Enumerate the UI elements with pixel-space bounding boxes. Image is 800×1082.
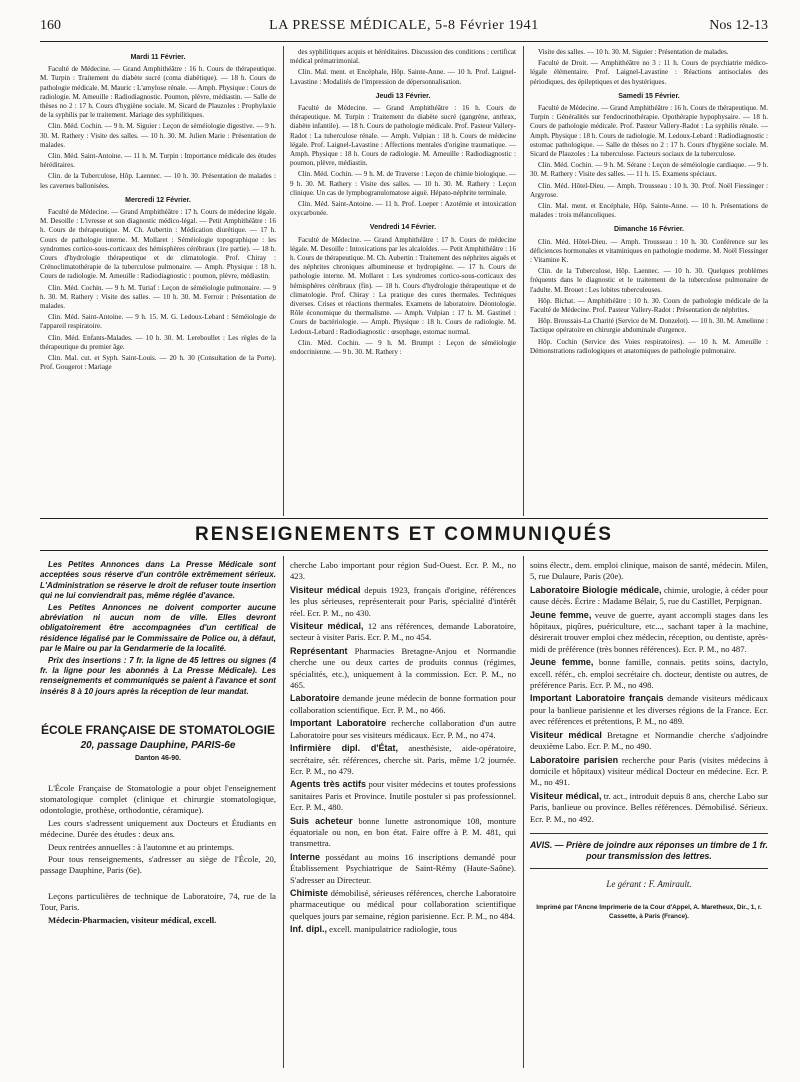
ad-title: Suis acheteur (290, 815, 353, 826)
column-divider (283, 556, 284, 1068)
agenda-entry: Clin. Méd. Hôtel-Dieu. — Amph. Trousseau : 10 h. 30. Prof. Noël Fiessinger : Argyrose. (530, 181, 768, 199)
ad-text: cherche Labo important pour région Sud-Ouest. Ecr. P. M., no 423. (290, 560, 516, 582)
column-divider (283, 46, 284, 516)
ad-text: pour visiter médecins et toutes professions sanitaires Paris et Province. Inutile postuler si pas professionnel. Ecr. P. M., 480. (290, 779, 516, 813)
ad-text: Pharmacies Bretagne-Anjou et Normandie cherche une ou deux cartes de produits connus (régimes, spécialités, etc.), uniquement à la commission. Ecr. P. M., no 465. (290, 645, 516, 691)
ad-title: Laboratoire parisien (530, 754, 619, 765)
agenda-entry: Clin. Méd. Cochin. — 9 h. M. Brumpt : Leçon de séméiologie endocrinienne. — 9 h. 30. M. Rathery : (290, 338, 516, 357)
agenda-entry: Clin. de la Tuberculose, Hôp. Laennec. — 10 h. 30. Présentation de malades : les cavernes ballonisées. (40, 172, 276, 190)
classified-ad (530, 560, 768, 583)
classified-ad (290, 779, 516, 813)
agenda-entry: Clin. Méd. Cochin. — 9 h. M. Siguier : Leçon de séméiologie digestive. — 9 h. 30. M. Rathery : Visite des salles. — 10 h. 30. M. Julien Marie : Présentation de malades. (40, 122, 276, 149)
ad-text: anesthésiste, aide-opératoire, secrétaire, sér. références, cherche sit. Paris, même 1/2 journée. Ecr. P. M., no 479. (290, 743, 516, 776)
agenda-column-1 (40, 48, 276, 514)
agenda-entry: Clin. Méd. Cochin. — 9 h. M. Sérane : Leçon de séméiologie cardiaque. — 9 h. 30. M. Rathery : Visite des salles. — 11 h. 15. Examens spéciaux. (530, 161, 768, 179)
ad-text: demande jeune médecin de bonne formation pour collaboration scientifique. Ecr. P. M., no 466. (290, 693, 516, 715)
ecole-paragraph: Les cours s'adressent uniquement aux Docteurs et Étudiants en médecine. Durée des études : deux ans. (40, 817, 276, 840)
ad-text: 12 ans références, demande Laboratoire, secteur à visiter Paris. Ecr. P. M., no 454. (290, 621, 516, 643)
classified-ad (530, 693, 768, 727)
agenda-entry: Clin. Méd. Saint-Antoine. — 11 h. M. Turpin : Importance médicale des études héréditaires. (40, 152, 276, 170)
gerant-line: Le gérant : F. Amirault. (606, 878, 692, 889)
ecole-paragraph: Deux rentrées annuelles : à l'automne et au printemps. (48, 841, 235, 852)
ad-title: Visiteur médical (530, 729, 602, 740)
agenda-entry: Visite des salles. — 10 h. 30. M. Siguier : Présentation de malades. (538, 48, 729, 56)
agenda-day-heading: Samedi 15 Février. (618, 92, 680, 100)
ad-text: recherche collaboration d'un autre Laboratoire pour ses visiteurs médicaux. Ecr. P. M., no 474. (290, 718, 516, 740)
ad-text: recherche pour Paris (visites médecins à domicile et hôpitaux) visiteur médical Docteur en médecine. Ecr. P. M., no 491. (530, 754, 768, 788)
agenda-column-2 (290, 48, 516, 514)
agenda-entry: Hôp. Bichat. — Amphithéâtre : 10 h. 30. Cours de pathologie médicale de la Faculté de Médecine. Prof. Pasteur Vallery-Radot : Présentation de néphrites. (530, 296, 768, 315)
ecole-paragraph: L'École Française de Stomatologie a pour objet l'enseignement stomatologique complet (clinique et chirurgie stomatologique, odontologie, prothèse, orthodontie, céramique). (40, 782, 276, 816)
ad-text: démobilisé, sérieuses références, cherche Laboratoire pharmaceutique ou médical pour collaboration scientifique quelques jours par semaine, région parisienne. Ecr. P. M., no 484. (290, 887, 516, 921)
ecole-description (40, 783, 276, 926)
agenda-entry: Faculté de Droit. — Amphithéâtre no 3 : 11 h. Cours de psychiatrie médico-légale élémentaire. Prof. Laignel-Lavastine : Réactions antisociales des périodiques, des épileptiques et des hystériques. (530, 59, 768, 86)
ad-text: possédant au moins 16 inscriptions demandé pour Établissement Psychiatrique de Saint-Rémy (Haute-Saône). S'adresser au Directeur. (290, 851, 516, 885)
ad-text: soins électr., dem. emploi clinique, maison de santé, médecin. Milen, 5, rue Dulaure, Paris (20e). (530, 560, 768, 582)
ad-title: Important Laboratoire (290, 718, 387, 729)
agenda-entry: Clin. Méd. Saint-Antoine. — 9 h. 15. M. G. Ledoux-Lebard : Séméiologie de l'appareil respiratoire. (40, 313, 276, 331)
agenda-entry: Faculté de Médecine. — Grand Amphithéâtre : 16 h. Cours de thérapeutique. M. Turpin : Généralités sur l'endocrinothérapie. Opothérapie hypophysaire. — 18 h. Cours de pathologie médicale. Prof. Pasteur Vallery-Radot : La syphilis rénale. — Amph. Physique : 18 h. Cours de radiologie. M. Ledoux-Lebard : Radiodiagnostic : estomac pathologique. — Salle de thèses no 2 : 17 h. Cours d'hygiène sociale. M. Sicard de Plauzoles : La tuberculose. Facteurs sociaux de la tuberculose. (530, 104, 768, 159)
classified-ad (530, 791, 768, 825)
agenda-entry: Clin. Méd. Cochin. — 9 h. M. Turiaf : Leçon de séméiologie pulmonaire. — 9 h. 30. M. Rathery : Visite des salles. — 10 h. 30. M. Ferroir : Présentation de malades. (40, 283, 276, 311)
page-header (40, 18, 768, 40)
agenda-day-heading: Dimanche 16 Février. (613, 226, 685, 234)
medecin-pharmacien-ad: Médecin-Pharmacien, visiteur médical, excell. (48, 914, 217, 925)
notice-paragraph: Les Petites Annonces ne doivent comporter aucune abréviation ni aucun nom de ville. Elles devront obligatoirement être accompagnées d'un certifical de résidence légalisé par le Commissaire de Police ou, à défaut, par le Maire ou par la Gendarmerie de la localité. (40, 602, 276, 654)
agenda-column-3 (530, 48, 768, 514)
classified-ad (290, 560, 516, 583)
ecole-address: 20, passage Dauphine, PARIS-6e (80, 739, 236, 751)
lecons-ad: Leçons particulières de technique de Laboratoire, 74, rue de la Tour, Paris. (40, 890, 276, 913)
ecole-title: ÉCOLE FRANÇAISE DE STOMATOLOGIE (40, 723, 276, 738)
agenda-entry: Clin. Mal. ment. et Encéphale, Hôp. Sainte-Anne. — 10 h. Prof. Laignel-Lavastine : Modalités de l'impression de dépersonnalisation. (290, 68, 516, 86)
agenda-day-heading: Vendredi 14 Février. (369, 224, 437, 232)
agenda-entry: Clin. de la Tuberculose, Hôp. Laennec. — 10 h. 30. Quelques problèmes fréquents dans le diagnostic et le traitement de la tuberculose pulmonaire de l'adulte. M. Brouet : Les lobites tuberculeuses. (530, 267, 768, 294)
classified-ad (290, 743, 516, 777)
column-divider (523, 46, 524, 516)
ad-title: Important Laboratoire français (530, 693, 664, 704)
ad-title: Visiteur médical (290, 584, 361, 595)
classified-ad (530, 585, 768, 608)
ad-text: bonne lunette astronomique 108, monture équatoriale ou non, en bon état. Faire offre à P. M. 481, qui transmettra. (290, 815, 516, 849)
notice-paragraph: Prix des insertions : 7 fr. la ligne de 45 lettres ou signes (4 fr. la ligne pour les abonnés à La Presse Médicale). Les renseignements et communiqués se paient à l'avance et sont insérés 8 à 10 jours après la réception de leur mandat. (40, 655, 276, 696)
agenda-entry: Clin. Méd. Hôtel-Dieu. — Amph. Trousseau : 10 h. 30. Conférence sur les déficiences hormonales et vitaminiques en pathologie moderne. M. Noël Fiessinger : Vitamine K. (530, 237, 768, 265)
ecole-paragraph: Pour tous renseignements, s'adresser au siège de l'École, 20, passage Dauphine, Paris (6e). (40, 853, 276, 876)
ad-text: tr. act., introduit depuis 8 ans, cherche Labo sur Paris, banlieue ou province. Belles références. Démobilisé. Sérieux. Ecr. P. M., no 492. (530, 790, 768, 824)
classified-ad (530, 610, 768, 656)
ad-title: Inf. dipl., (290, 924, 327, 935)
agenda-entry: Faculté de Médecine. — Grand Amphithéâtre : 17 h. Cours de médecine légale. M. Desoille : L'ivresse et son diagnostic médico-légal. — Petit Amphithéâtre : 16 h. Cours de thérapeutique. M. Ch. Aubertin : Médication diurétique. — 17 h. Cours de pathologie interne. M. Mollaret : Séméiologie topographique : les syndromes cortico-sous-corticaux des hémisphères cérébraux (1re partie). — 18 h. Cours d'hydrologie thérapeutique et de climatologie. Prof. Chiray : Crénoclimatothérapie de la tuberculose pulmonaire. — Amph. Physique : 18 h. Cours de radiologie. M. Ameuille : Radiodiagnostic : poumon, plèvre, médiastin. (40, 208, 276, 281)
classified-ad (290, 852, 516, 886)
classified-ad (530, 755, 768, 789)
ad-title: Infirmière dipl. d'État, (290, 743, 398, 754)
classified-ad (290, 924, 516, 935)
ad-text: veuve de guerre, ayant accompli stages dans les hôpitaux, piqûres, puériculture, etc..., sachant taper à la machine, désirerait trouver emploi chez médecin, réception, ou dentiste, après-midi de préférence (très bonnes références). Ecr. P. M., no 487. (530, 609, 768, 654)
agenda-day-heading: Mardi 11 Février. (130, 54, 186, 61)
ad-text: demande visiteurs médicaux pour la banlieue parisienne et les diverses régions de la France. Ecr. avec références et prétentions, P. M., no 489. (530, 693, 768, 727)
agenda-entry: Faculté de Médecine. — Grand Amphithéâtre : 17 h. Cours de médecine légale. M. Desoille : Intoxications par les alcaloïdes. — Petit Amphithéâtre : 16 h. Cours de thérapeutique. M. Ch. Aubertin : Traitement des néphrites aiguës et des néphrites chroniques albumineuse et hydropigène. — 17 h. Cours de pathologie interne. M. Mollaret : Les syndromes cortico-sous-corticaux des hémisphères cérébraux (fin). — 18 h. Cours d'hydrologie thérapeutique et de climatologie. Prof. Chiray : La pratique des cures thermales. Techniques diverses. Crises et réactions thermales. Examens de laboratoire. Déontologie. Rôle économique du thermalisme. — Amph. Vulpian : 17 h. M. Gastinel : Cours de bactériologie. — Amph. Physique : 18 h. Cours de radiologie. M. Ledoux-Lebard : Radiodiagnostic : œsophage, estomac normal. (290, 235, 516, 336)
column-divider (523, 556, 524, 1068)
agenda-entry: Faculté de Médecine. — Grand Amphithéâtre : 16 h. Cours de thérapeutique. M. Turpin : Traitement du diabète sucré (coma diabétique). — 18 h. Cours de pathologie médicale. M. Mauric : L'amylose rénale. — Amph. Physique : Cours de radiologie. M. Ameuille : Radiodiagnostic. Poumon, plèvre, médiastin. — Salle de thèses no 2 : 17 h. Cours d'hygiène sociale. M. Sicard de Plauzoles : Prophylaxie de la syphilis par le traitement. Mariage des syphilitiques. (40, 65, 276, 120)
agenda-entry: Clin. Méd. Cochin. — 9 h. M. de Traverse : Leçon de chimie biologique. — 9 h. 30. M. Rathery : Visite des salles. — 10 h. 30. M. Rathery : Leçon clinique. Un cas de lymphogranulomatose aiguë. Hépato-néphrite terminale. (290, 170, 516, 197)
classified-ad (290, 585, 516, 619)
avis-rule (530, 868, 768, 869)
ads-list (530, 560, 768, 825)
ad-title: Représentant (290, 645, 348, 656)
agenda-entry: des syphilitiques acquis et héréditaires. Discussion des conditions : certificat médical prématrimonial. (290, 48, 516, 66)
ad-title: Jeune femme, (530, 609, 592, 620)
classified-ad (290, 621, 516, 644)
ad-text: depuis 1923, français d'origine, références les plus sérieuses, représenterait pour Paris, spécialité d'intérêt réel. Ecr. P. M., no 430. (290, 584, 516, 618)
journal-title: LA PRESSE MÉDICALE, 5-8 Février 1941 (269, 18, 539, 33)
classified-ad (290, 693, 516, 716)
classified-ad (290, 888, 516, 922)
ad-title: Laboratoire (290, 693, 340, 704)
classified-ad (290, 816, 516, 850)
ad-text: Bretagne et Normandie cherche s'adjoindre deuxième Labo. Ecr. P. M., no 490. (530, 729, 768, 752)
notices-column (40, 560, 276, 1070)
ad-title: Jeune femme, (530, 657, 594, 668)
ad-title: Chimiste (290, 887, 329, 898)
ad-title: Visiteur médical, (530, 790, 602, 801)
ad-text: chimie, urologie, à céder pour cause décès. Écrire : Madame Bélair, 5, rue du Castillet, Perpignan. (530, 584, 768, 607)
ad-title: Visiteur médical, (290, 621, 364, 632)
avis-notice: AVIS. — Prière de joindre aux réponses un timbre de 1 fr. pour transmission des lettres. (530, 839, 768, 861)
section-rule (40, 550, 768, 551)
ad-text: bonne famille, connais. petits soins, dactylo, excell. référ., ch. emploi secrétaire ch. docteur, dentiste ou autres, de préférence Paris. Ecr. P. M., no 498. (530, 657, 768, 691)
agenda-entry: Hôp. Broussais-La Charité (Service de M. Donzelot). — 10 h. 30. M. Amelinne : Tactique opératoire en chirurgie abdominale d'urgence. (530, 317, 768, 335)
header-rule (40, 41, 768, 42)
ad-title: Interne (290, 851, 321, 862)
agenda-entry: Clin. Mal. ment. et Encéphale, Hôp. Sainte-Anne. — 10 h. Présentations de malades : trois mélancoliques. (530, 202, 768, 220)
section-rule (40, 518, 768, 519)
agenda-day-heading: Jeudi 13 Février. (375, 92, 431, 100)
ad-title: Laboratoire Biologie médicale, (530, 584, 662, 595)
ad-title: Agents très actifs (290, 779, 367, 790)
ad-text: excell. manipulatrice radiologie, tous (329, 924, 457, 935)
classified-ad (290, 646, 516, 692)
avis-rule (530, 833, 768, 834)
ads-column-2 (290, 560, 516, 1070)
agenda-entry: Faculté de Médecine. — Grand Amphithéâtre : 16 h. Cours de thérapeutique. M. Turpin : Traitement du diabète sucré (gangrène, anthrax, diabète infantile). — 18 h. Cours de pathologie médicale. Prof. Pasteur Vallery-Radot : La tuberculose rénale. — Amph. Vulpian : 18 h. Cours de médecine légale. Prof. Laignel-Lavastine : Affections mentales d'origine traumatique. — Amph. Physique : 18 h. Cours de radiologie. M. Ameuille : Radiodiagnostic : poumon, plèvre, médiastin. (290, 104, 516, 168)
notice-paragraph: Les Petites Annonces dans La Presse Médicale sont acceptées sous réserve d'un contrôle extrêmement sérieux. L'Administration se réserve le droit de refuser toute insertion qui ne lui conviendrait pas, même réglée d'avance. (40, 560, 276, 601)
page-number: 160 (40, 18, 61, 33)
agenda-entry: Hôp. Cochin (Service des Voies respiratoires). — 10 h. M. Ameuille : Démonstrations radiologiques et anatomiques de pathologie pulmonaire. (530, 337, 768, 355)
classified-ad (290, 718, 516, 741)
ecole-phone: Danton 46-90. (135, 755, 181, 763)
agenda-entry: Clin. Méd. Enfants-Malades. — 10 h. 30. M. Lereboullet : Les règles de la thérapeutique du premier âge. (40, 333, 276, 351)
agenda-day-heading: Mercredi 12 Février. (125, 196, 191, 204)
section-banner: RENSEIGNEMENTS ET COMMUNIQUÉS (195, 524, 613, 545)
issue-number: Nos 12-13 (709, 18, 768, 33)
petites-annonces-notice (40, 560, 276, 697)
ads-column-3 (530, 560, 768, 1070)
classified-ad (530, 657, 768, 691)
agenda-entry: Clin. Mal. cut. et Syph. Saint-Louis. — 20 h. 30 (Consultation de la Porte). Prof. Gougerot : Mariage (40, 354, 276, 372)
classified-ad (530, 730, 768, 753)
printer-imprint: Imprimé par l'Ancne Imprimerie de la Cour d'Appel, A. Maretheux, Dir., 1, r. Cassette, à Paris (France). (536, 904, 762, 920)
agenda-entry: Clin. Méd. Saint-Antoine. — 11 h. Prof. Loeper : Azotémie et intoxication oxycarbonée. (290, 200, 516, 218)
